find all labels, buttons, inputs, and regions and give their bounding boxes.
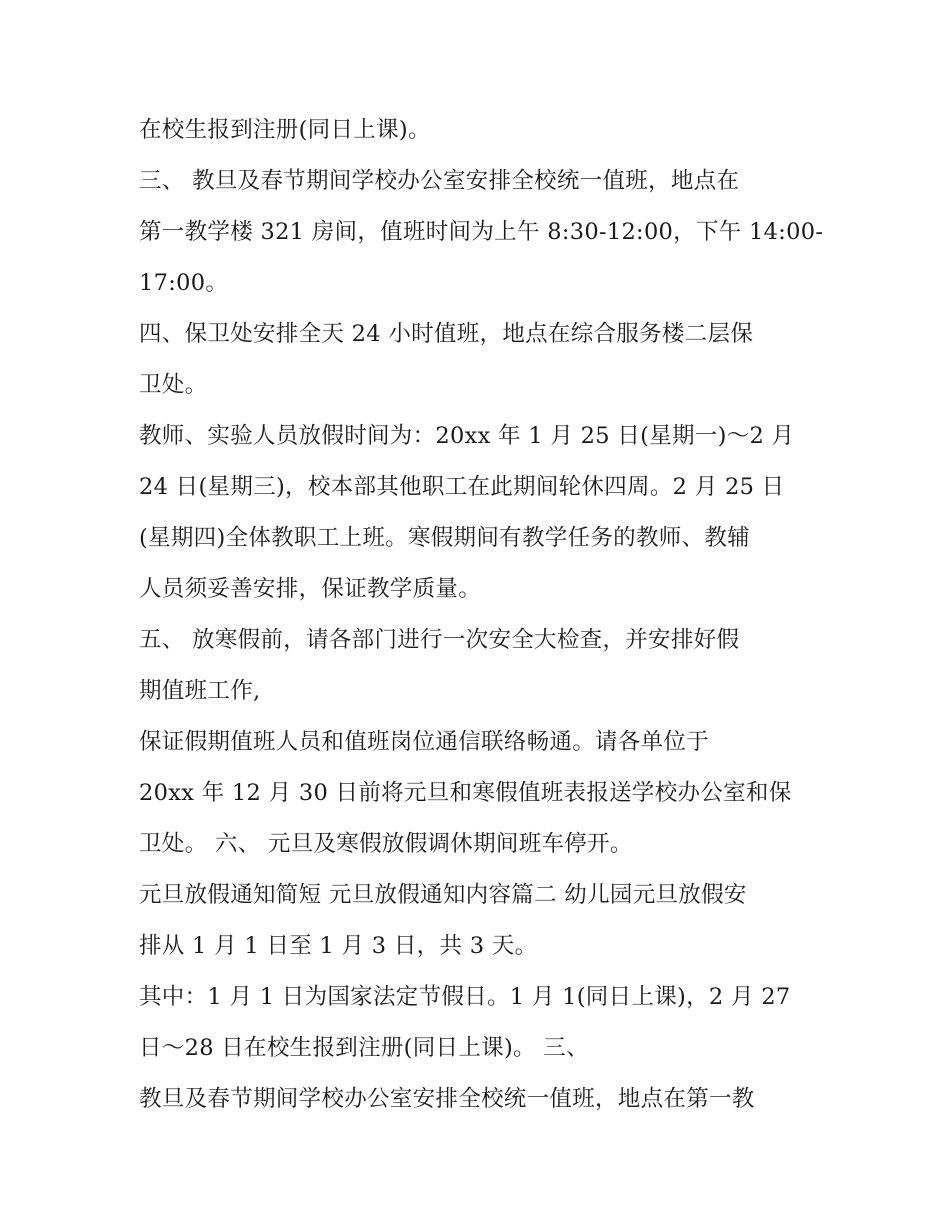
text-line: 期值班工作, bbox=[139, 678, 261, 704]
document-body bbox=[139, 108, 829, 1128]
text-line: 教旦及春节期间学校办公室安排全校统一值班，地点在第一教 bbox=[139, 1086, 755, 1112]
text-line: 教师、实验人员放假时间为：20xx 年 1 月 25 日(星期一)～2 月 bbox=[139, 423, 795, 449]
text-line: 在校生报到注册(同日上课)。 bbox=[139, 117, 431, 143]
text-line: 四、保卫处安排全天 24 小时值班，地点在综合服务楼二层保 bbox=[139, 321, 754, 347]
text-line: 元旦放假通知简短 元旦放假通知内容篇二 幼儿园元旦放假安 bbox=[139, 882, 747, 908]
text-line: 其中：1 月 1 日为国家法定节假日。1 月 1(同日上课)，2 月 27 bbox=[139, 984, 791, 1010]
text-line: 17:00。 bbox=[139, 270, 229, 296]
text-line: 排从 1 月 1 日至 1 月 3 日，共 3 天。 bbox=[139, 933, 538, 959]
text-line: 24 日(星期三)，校本部其他职工在此期间轮休四周。2 月 25 日 bbox=[139, 474, 785, 500]
text-line: (星期四)全体教职工上班。寒假期间有教学任务的教师、教辅 bbox=[139, 525, 750, 551]
text-line: 20xx 年 12 月 30 日前将元旦和寒假值班表报送学校办公室和保 bbox=[139, 780, 792, 806]
text-line: 卫处。 bbox=[139, 372, 208, 398]
text-line: 五、 放寒假前，请各部门进行一次安全大检查，并安排好假 bbox=[139, 627, 740, 653]
text-line: 卫处。 六、 元旦及寒假放假调休期间班车停开。 bbox=[139, 831, 633, 857]
text-line: 三、 教旦及春节期间学校办公室安排全校统一值班，地点在 bbox=[139, 168, 740, 194]
text-line: 日～28 日在校生报到注册(同日上课)。 三、 bbox=[139, 1035, 589, 1061]
text-line: 人员须妥善安排，保证教学质量。 bbox=[139, 576, 482, 602]
text-line: 第一教学楼 321 房间，值班时间为上午 8:30-12:00，下午 14:00- bbox=[139, 219, 824, 245]
text-line: 保证假期值班人员和值班岗位通信联络畅通。请各单位于 bbox=[139, 729, 710, 755]
